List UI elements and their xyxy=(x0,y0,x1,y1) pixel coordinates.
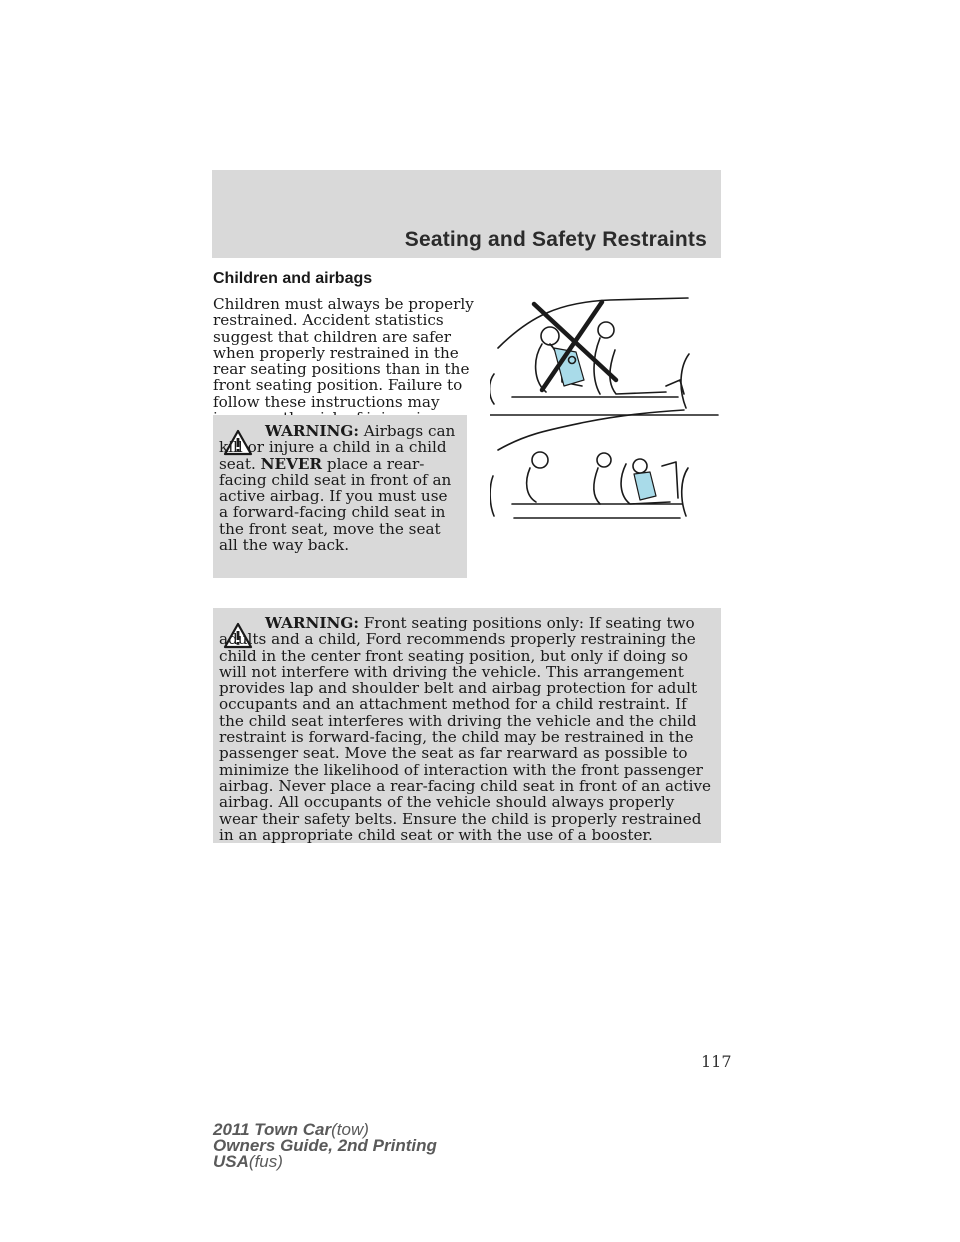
warning-box-front-seating xyxy=(213,608,721,843)
warning-label: WARNING: xyxy=(265,614,359,632)
body-paragraph: Children must always be properly restrained. Accident statistics suggest that children are safer when properly restrained in the rear seating positions than in the front seating position. Failure to follow these instructions may xyxy=(213,295,474,411)
page-number: 117 xyxy=(701,1052,732,1071)
footer-edition: Owners Guide, 2nd Printing xyxy=(213,1136,437,1155)
footer-model-code: (tow) xyxy=(331,1120,369,1139)
warning-text xyxy=(219,615,713,843)
footer-market-code: (fus) xyxy=(248,1152,283,1171)
car-interior-illustration xyxy=(490,290,722,552)
warning-emphasis: NEVER xyxy=(260,454,323,473)
warning-box-airbags xyxy=(213,415,467,578)
warning-text-a: Airbags can kill or injure a child in a child seat. xyxy=(219,422,456,473)
section-header-band xyxy=(212,170,721,258)
footer-model: 2011 Town Car xyxy=(213,1120,332,1139)
warning-body: Front seating positions only: If seating two adults and a child, Ford recommends properly restraining the child in the center front seating position, but only if doing so will not interfere with driving the vehicle. This arrangement provides lap and shoulder belt and airbag protection for adult occupants and an attachment method for a child restraint. If the child seat interferes with driving the vehicle and the child restraint is forward-facing, the child may be restrained in the passenger seat. Move the seat as far rearward as possible to minimize the likelihood of interaction with the front passenger airbag. Never place a rear-facing child seat in front of an active airbag. All occupants of the vehicle should always properly wear their safety belts. Ensure the child is properly restrained in an appropriate child seat or with the use of a booster. xyxy=(219,614,712,844)
car-forward-facing-seat-diagram xyxy=(490,410,688,518)
warning-text xyxy=(219,423,459,553)
section-heading: Children and airbags xyxy=(213,270,373,287)
warning-label: WARNING: xyxy=(265,422,359,440)
footer xyxy=(213,1122,437,1170)
warning-text-b: place a rear-facing child seat in front of an active airbag. If you must use a forward-facing child seat in the front seat, move the seat all the way back. xyxy=(219,454,452,555)
footer-market: USA xyxy=(213,1152,249,1171)
car-rear-facing-seat-diagram xyxy=(490,298,718,415)
section-title: Seating and Safety Restraints xyxy=(404,228,707,251)
